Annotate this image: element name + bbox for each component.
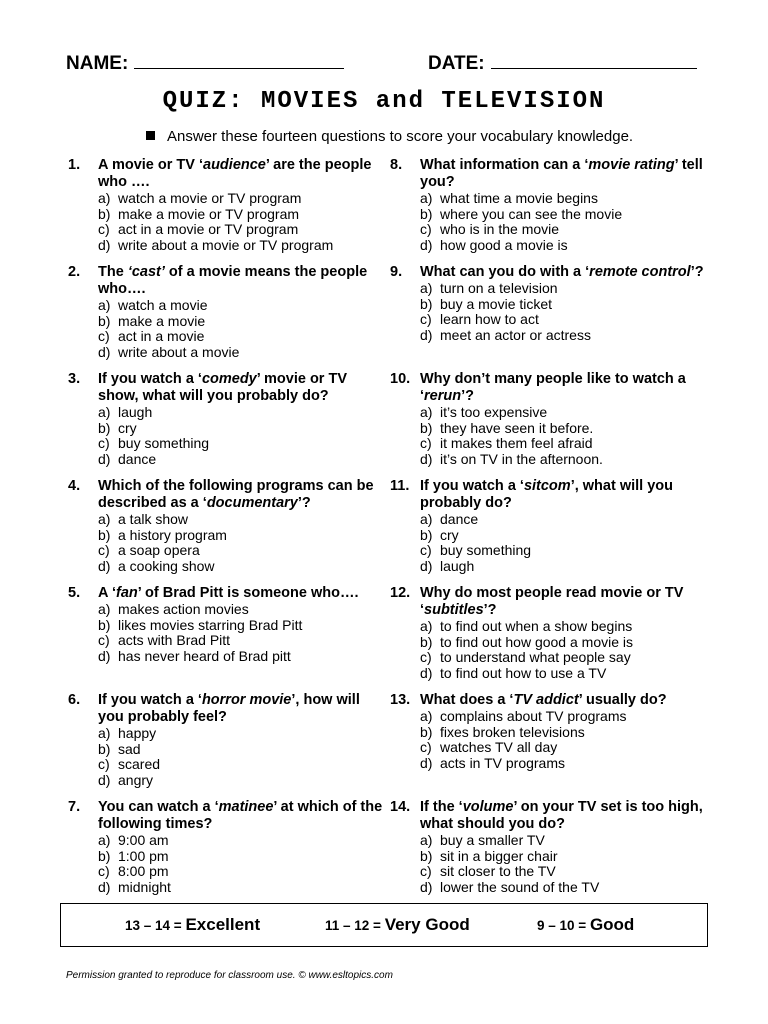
option-text: make a movie: [118, 312, 206, 329]
answer-option: [98, 436, 388, 452]
option-text: a cooking show: [118, 557, 215, 574]
answer-option: [98, 864, 388, 880]
option-letter: b): [420, 205, 433, 222]
question-item: [68, 264, 388, 371]
option-letter: c): [98, 632, 110, 648]
name-blank-line: [134, 52, 344, 69]
option-text: to understand what people say: [440, 649, 631, 665]
option-letter: a): [420, 404, 433, 420]
answer-option: [98, 726, 388, 742]
question-number: 5.: [68, 585, 81, 601]
option-text: to find out when a show begins: [440, 618, 633, 634]
option-letter: d): [420, 664, 433, 681]
page-title: QUIZ: MOVIES and TELEVISION: [162, 88, 606, 115]
answer-options: [420, 709, 710, 771]
option-letter: c): [420, 863, 432, 879]
answer-option: [420, 740, 710, 756]
answer-option: [420, 405, 710, 421]
question-number: 7.: [68, 799, 81, 815]
question-term: fan: [116, 585, 138, 601]
answer-option: [98, 222, 388, 238]
option-letter: a): [420, 280, 433, 296]
name-field: [66, 52, 344, 75]
option-text: 9:00 am: [118, 832, 169, 848]
option-text: happy: [118, 725, 157, 741]
answer-option: [98, 405, 388, 421]
option-letter: b): [98, 419, 111, 436]
question-item: [68, 799, 388, 906]
option-letter: a): [420, 708, 433, 724]
option-letter: b): [98, 740, 111, 757]
question-number: 10.: [390, 371, 411, 387]
question-item: [390, 799, 710, 906]
option-letter: d): [98, 450, 111, 467]
score-label: Very Good: [384, 915, 470, 934]
option-letter: c): [420, 542, 432, 558]
question-text-post: ’ usually do?: [578, 692, 667, 708]
question-number: 14.: [390, 799, 411, 815]
option-text: a history program: [118, 526, 227, 543]
answer-option: [420, 635, 710, 651]
option-text: makes action movies: [118, 601, 249, 617]
option-letter: c): [420, 221, 432, 237]
question-text: [420, 157, 710, 191]
option-letter: d): [98, 343, 111, 360]
question-number: 2.: [68, 264, 81, 280]
option-letter: b): [98, 312, 111, 329]
question-term: volume: [462, 799, 514, 815]
answer-options: [98, 298, 388, 360]
answer-option: [420, 297, 710, 313]
scoring-box: [60, 903, 708, 947]
answer-options: [98, 512, 388, 574]
option-text: it makes them feel afraid: [440, 435, 593, 451]
question-item: [390, 478, 710, 585]
option-letter: c): [98, 328, 110, 344]
option-letter: a): [98, 601, 111, 617]
answer-options: [420, 281, 710, 343]
option-text: midnight: [118, 878, 171, 895]
option-letter: d): [98, 557, 111, 574]
question-number: 3.: [68, 371, 81, 387]
option-text: where you can see the movie: [440, 205, 623, 222]
answer-options: [420, 191, 710, 253]
question-text: [98, 585, 388, 602]
option-letter: c): [98, 435, 110, 451]
answer-option: [98, 191, 388, 207]
option-letter: b): [420, 633, 433, 650]
option-letter: a): [98, 190, 111, 206]
option-text: dance: [440, 511, 479, 527]
option-letter: c): [98, 756, 110, 772]
questions-left-column: [68, 157, 388, 906]
question-text: [420, 264, 710, 281]
option-text: 1:00 pm: [118, 847, 169, 864]
option-letter: d): [420, 326, 433, 343]
option-letter: c): [420, 649, 432, 665]
option-text: turn on a television: [440, 280, 558, 296]
question-text-pre: If you watch a ‘: [420, 478, 524, 494]
option-letter: b): [98, 847, 111, 864]
option-letter: a): [98, 511, 111, 527]
score-very-good: [325, 915, 470, 935]
answer-option: [420, 543, 710, 559]
question-text-pre: If you watch a ‘: [98, 371, 202, 387]
option-text: write about a movie or TV program: [118, 236, 334, 253]
option-letter: b): [420, 526, 433, 543]
option-letter: a): [420, 618, 433, 634]
question-term: audience: [203, 157, 266, 173]
answer-option: [420, 709, 710, 725]
option-letter: d): [98, 771, 111, 788]
question-term: movie rating: [588, 157, 675, 173]
option-letter: a): [98, 297, 111, 313]
answer-options: [98, 833, 388, 895]
question-term: TV addict: [513, 692, 579, 708]
option-letter: a): [420, 511, 433, 527]
question-item: [390, 371, 710, 478]
answer-options: [98, 405, 388, 467]
option-letter: b): [420, 419, 433, 436]
question-item: [68, 157, 388, 264]
option-text: to find out how good a movie is: [440, 633, 634, 650]
option-text: scared: [118, 756, 161, 772]
question-text-pre: What does a ‘: [420, 692, 514, 708]
question-text-post: ’?: [297, 495, 311, 511]
answer-option: [420, 619, 710, 635]
score-range: 11 – 12 =: [325, 918, 381, 933]
question-text: [98, 371, 388, 405]
question-text: [420, 371, 710, 405]
answer-option: [420, 207, 710, 223]
option-text: sit closer to the TV: [440, 863, 556, 879]
question-item: [390, 585, 710, 692]
question-text-post: ’ movie or TV show, what will you probably do?: [98, 371, 347, 404]
instruction-text: Answer these fourteen questions to score your vocabulary knowledge.: [167, 128, 634, 145]
questions-right-column: [390, 157, 710, 906]
option-letter: c): [420, 311, 432, 327]
option-text: cry: [118, 419, 137, 436]
question-text: [98, 692, 388, 726]
question-text-pre: The: [98, 264, 128, 280]
question-text-pre: What information can a ‘: [420, 157, 589, 173]
question-text: [98, 157, 388, 191]
answer-option: [420, 436, 710, 452]
option-text: buy a movie ticket: [440, 295, 553, 312]
answer-option: [98, 314, 388, 330]
answer-option: [420, 666, 710, 682]
answer-option: [98, 298, 388, 314]
question-text: [420, 478, 710, 512]
question-item: [390, 264, 710, 371]
option-text: laugh: [440, 557, 475, 574]
question-text: [98, 478, 388, 512]
option-text: dance: [118, 450, 157, 467]
answer-option: [98, 633, 388, 649]
square-bullet-icon: [146, 131, 155, 140]
question-item: [390, 157, 710, 264]
question-text-pre: If you watch a ‘: [98, 692, 202, 708]
question-text-pre: Why do most people read movie or TV ‘: [420, 585, 684, 618]
header-row: [66, 52, 706, 80]
option-text: acts with Brad Pitt: [118, 632, 231, 648]
score-label: Excellent: [185, 915, 261, 934]
question-text-pre: You can watch a ‘: [98, 799, 219, 815]
question-term: sitcom: [523, 478, 571, 494]
question-term: matinee: [218, 799, 274, 815]
option-text: to find out how to use a TV: [440, 664, 607, 681]
option-text: fixes broken televisions: [440, 723, 585, 740]
answer-options: [420, 512, 710, 574]
option-letter: b): [420, 723, 433, 740]
option-letter: a): [420, 832, 433, 848]
option-text: sad: [118, 740, 141, 757]
question-item: [390, 692, 710, 799]
answer-option: [98, 345, 388, 361]
option-text: watches TV all day: [440, 739, 558, 755]
option-letter: a): [420, 190, 433, 206]
option-letter: c): [98, 542, 110, 558]
answer-option: [98, 757, 388, 773]
option-text: meet an actor or actress: [440, 326, 591, 343]
option-text: 8:00 pm: [118, 863, 169, 879]
option-text: likes movies starring Brad Pitt: [118, 616, 303, 633]
instruction: [146, 128, 633, 145]
option-letter: c): [420, 739, 432, 755]
footer-permission: Permission granted to reproduce for classroom use. © www.esltopics.com: [66, 970, 393, 981]
answer-option: [420, 756, 710, 772]
option-text: complains about TV programs: [440, 708, 627, 724]
question-text-post: ’?: [483, 602, 497, 618]
question-term: comedy: [201, 371, 257, 387]
answer-option: [98, 543, 388, 559]
question-number: 8.: [390, 157, 403, 173]
question-item: [68, 371, 388, 478]
option-letter: d): [420, 754, 433, 771]
answer-option: [98, 329, 388, 345]
answer-option: [98, 833, 388, 849]
answer-option: [98, 773, 388, 789]
option-text: a soap opera: [118, 542, 200, 558]
option-text: make a movie or TV program: [118, 205, 300, 222]
option-letter: d): [98, 878, 111, 895]
option-text: laugh: [118, 404, 153, 420]
option-letter: d): [420, 236, 433, 253]
question-text-post: ’?: [690, 264, 704, 280]
question-text-post: ’?: [461, 388, 474, 404]
answer-option: [420, 880, 710, 896]
option-letter: d): [98, 647, 111, 664]
date-label: DATE:: [428, 53, 485, 74]
option-text: what time a movie begins: [440, 190, 598, 206]
answer-option: [420, 281, 710, 297]
answer-option: [420, 191, 710, 207]
question-text-post: ’ of Brad Pitt is someone who….: [137, 585, 359, 601]
option-text: who is in the movie: [440, 221, 560, 237]
score-range: 9 – 10 =: [537, 918, 587, 933]
answer-option: [98, 602, 388, 618]
question-text-post: ’ are the people who ….: [98, 157, 372, 190]
answer-options: [98, 191, 388, 253]
option-letter: a): [98, 832, 111, 848]
option-letter: b): [98, 526, 111, 543]
question-term: rerun: [424, 388, 462, 404]
answer-option: [98, 742, 388, 758]
question-number: 1.: [68, 157, 81, 173]
option-letter: d): [420, 450, 433, 467]
question-text-pre: What can you do with a ‘: [420, 264, 590, 280]
answer-option: [98, 849, 388, 865]
answer-option: [98, 618, 388, 634]
option-letter: c): [98, 221, 110, 237]
option-text: buy something: [440, 542, 532, 558]
answer-option: [98, 880, 388, 896]
question-text: [98, 799, 388, 833]
question-text-post: ’ at which of the following times?: [98, 799, 383, 832]
option-letter: b): [98, 205, 111, 222]
answer-option: [420, 452, 710, 468]
option-text: a talk show: [118, 511, 189, 527]
question-text: [420, 799, 710, 833]
question-number: 6.: [68, 692, 81, 708]
option-text: lower the sound of the TV: [440, 878, 600, 895]
option-text: act in a movie: [118, 328, 205, 344]
option-text: sit in a bigger chair: [440, 847, 558, 864]
option-text: it’s too expensive: [440, 404, 548, 420]
question-term: horror movie: [201, 692, 292, 708]
question-text-post: ’ on your TV set is too high, what should you do?: [420, 799, 703, 832]
question-item: [68, 585, 388, 692]
answer-option: [98, 649, 388, 665]
answer-option: [420, 222, 710, 238]
answer-option: [98, 452, 388, 468]
question-term: documentary: [206, 495, 298, 511]
question-text-pre: Why don’t many people like to watch a ‘: [420, 371, 686, 404]
question-term: remote control: [589, 264, 691, 280]
answer-options: [420, 619, 710, 681]
option-text: angry: [118, 771, 154, 788]
answer-option: [420, 421, 710, 437]
question-text: [420, 585, 710, 619]
option-letter: c): [98, 863, 110, 879]
answer-option: [420, 559, 710, 575]
question-text-post: ’ tell you?: [420, 157, 703, 190]
question-number: 11.: [390, 478, 410, 494]
answer-option: [98, 528, 388, 544]
question-text-pre: If the ‘: [420, 799, 463, 815]
question-text-pre: Which of the following programs can be described as a ‘: [98, 478, 374, 511]
option-letter: d): [420, 878, 433, 895]
option-text: watch a movie or TV program: [118, 190, 302, 206]
answer-option: [98, 559, 388, 575]
date-blank-line: [491, 52, 697, 69]
name-label: NAME:: [66, 53, 129, 74]
option-text: how good a movie is: [440, 236, 568, 253]
question-term: subtitles: [424, 602, 484, 618]
answer-option: [420, 238, 710, 254]
option-text: has never heard of Brad pitt: [118, 647, 291, 664]
answer-option: [420, 312, 710, 328]
question-item: [68, 478, 388, 585]
question-term: ‘cast’: [127, 264, 165, 280]
option-letter: d): [420, 557, 433, 574]
question-text-pre: A movie or TV ‘: [98, 157, 204, 173]
answer-option: [420, 833, 710, 849]
answer-option: [98, 421, 388, 437]
answer-options: [98, 726, 388, 788]
score-range: 13 – 14 =: [125, 918, 182, 933]
option-text: buy a smaller TV: [440, 832, 545, 848]
option-text: buy something: [118, 435, 210, 451]
answer-option: [98, 238, 388, 254]
answer-option: [420, 512, 710, 528]
answer-option: [420, 849, 710, 865]
option-letter: b): [98, 616, 111, 633]
question-text: [98, 264, 388, 298]
option-text: act in a movie or TV program: [118, 221, 299, 237]
question-text-pre: A ‘: [98, 585, 116, 601]
answer-options: [420, 833, 710, 895]
option-letter: a): [98, 404, 111, 420]
score-good: [537, 915, 634, 935]
answer-option: [98, 512, 388, 528]
question-number: 13.: [390, 692, 411, 708]
option-letter: a): [98, 725, 111, 741]
option-text: cry: [440, 526, 459, 543]
answer-options: [98, 602, 388, 664]
option-text: acts in TV programs: [440, 754, 566, 771]
answer-option: [420, 725, 710, 741]
option-letter: c): [420, 435, 432, 451]
question-number: 4.: [68, 478, 81, 494]
option-text: write about a movie: [118, 343, 240, 360]
question-text-post: ’, what will you probably do?: [420, 478, 674, 511]
answer-option: [420, 328, 710, 344]
option-letter: b): [420, 847, 433, 864]
question-number: 9.: [390, 264, 403, 280]
score-label: Good: [589, 915, 635, 934]
date-field: [428, 52, 697, 75]
option-text: they have seen it before.: [440, 419, 594, 436]
question-number: 12.: [390, 585, 411, 601]
question-text-post: ’, how will you probably feel?: [98, 692, 360, 725]
option-text: watch a movie: [118, 297, 208, 313]
option-text: it’s on TV in the afternoon.: [440, 450, 603, 467]
option-text: learn how to act: [440, 311, 539, 327]
answer-options: [420, 405, 710, 467]
answer-option: [420, 528, 710, 544]
question-item: [68, 692, 388, 799]
answer-option: [420, 864, 710, 880]
option-letter: d): [98, 236, 111, 253]
answer-option: [420, 650, 710, 666]
question-text-post: of a movie means the people who….: [98, 264, 368, 297]
score-excellent: [125, 915, 260, 935]
answer-option: [98, 207, 388, 223]
question-text: [420, 692, 710, 709]
option-letter: b): [420, 295, 433, 312]
